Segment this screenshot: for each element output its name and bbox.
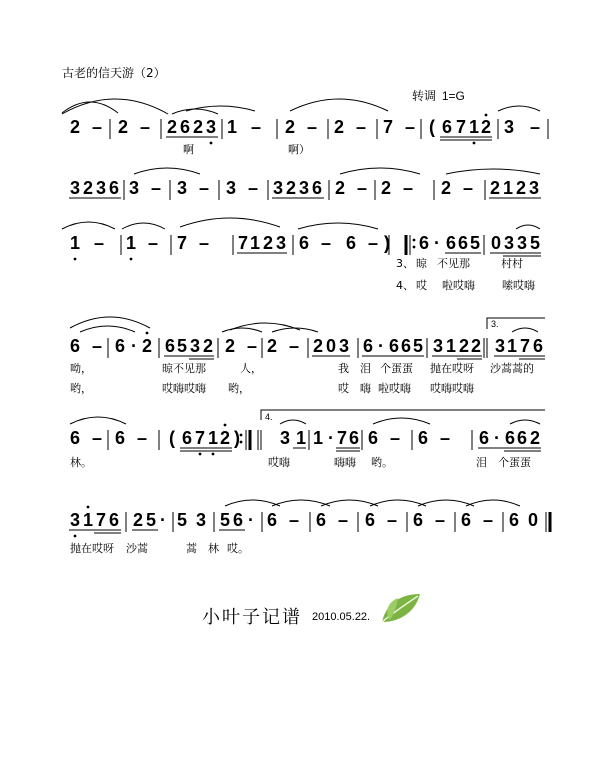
note: 5 — [176, 510, 188, 530]
slur — [512, 328, 538, 332]
note: 6 — [457, 233, 469, 253]
lyric: 林 — [208, 542, 219, 555]
lyric: 个蛋蛋 — [498, 456, 531, 469]
note: – — [91, 336, 103, 356]
note: – — [198, 178, 210, 198]
note: 3 — [225, 178, 237, 198]
lyric: 哟， — [228, 382, 250, 395]
note: 0 — [490, 233, 502, 253]
note: – — [91, 117, 103, 137]
note: – — [355, 117, 367, 137]
lyric: 泪 — [360, 362, 371, 375]
note: 2 — [334, 178, 346, 198]
note: 2 — [333, 117, 345, 137]
note: – — [367, 233, 379, 253]
octave-dot — [87, 506, 90, 509]
note: 6 — [114, 336, 126, 356]
slur — [466, 500, 520, 506]
key-change-value: 1=G — [441, 89, 465, 103]
octave-dot — [146, 332, 149, 335]
note: 2 — [284, 117, 296, 137]
volta-3-label: 3. — [491, 319, 499, 329]
note: 6 — [345, 233, 357, 253]
note: 6 — [181, 428, 193, 448]
octave-dot — [74, 258, 77, 261]
lyric: 哟。 — [371, 456, 393, 469]
note: 2 — [117, 117, 129, 137]
slur — [290, 99, 388, 111]
note: 6 — [69, 336, 81, 356]
note: ) — [384, 233, 390, 253]
lyric: 哎 — [416, 279, 427, 292]
slur — [230, 323, 300, 330]
slur — [516, 225, 540, 229]
note: 5 — [529, 233, 541, 253]
note: – — [356, 178, 368, 198]
note: 6 — [478, 428, 490, 448]
octave-dot — [240, 441, 243, 444]
note: 5 — [176, 336, 188, 356]
note: 3 — [69, 510, 81, 530]
note: 2 — [69, 117, 81, 137]
note: 2 — [489, 178, 501, 198]
note: 6 — [348, 428, 360, 448]
octave-dot — [224, 424, 227, 427]
note: 3 — [494, 336, 506, 356]
slur — [321, 500, 378, 506]
octave-dot — [240, 434, 243, 437]
lyric: 哎。 — [227, 542, 249, 555]
note: 6 — [412, 510, 424, 530]
note: 3 — [272, 178, 284, 198]
note: 5 — [469, 233, 481, 253]
lyric: 晾不见那 — [162, 362, 206, 375]
note: 1 — [502, 178, 514, 198]
note: 2 — [202, 336, 214, 356]
note: 1 — [249, 233, 261, 253]
note: 3 — [189, 336, 201, 356]
note: 6 — [311, 178, 323, 198]
octave-dot — [199, 453, 202, 456]
note: 3 — [95, 178, 107, 198]
slur — [272, 500, 330, 506]
note: 6 — [418, 233, 430, 253]
note: 6 — [417, 428, 429, 448]
note: 2 — [82, 178, 94, 198]
note: 3 — [205, 117, 217, 137]
note: 7 — [176, 233, 188, 253]
note: 5 — [412, 336, 424, 356]
credit-date: 2010.05.22. — [312, 611, 371, 623]
slur — [180, 218, 280, 227]
octave-dot — [212, 453, 215, 456]
note: – — [246, 336, 258, 356]
note: 6 — [266, 510, 278, 530]
slur — [222, 328, 262, 332]
lyric: 不见那 — [437, 257, 470, 270]
note: 3 — [298, 178, 310, 198]
note: 1 — [82, 510, 94, 530]
note: 2 — [141, 336, 153, 356]
note: 7 — [95, 510, 107, 530]
slur — [80, 326, 135, 332]
note: 6 — [504, 428, 516, 448]
slur — [280, 420, 306, 424]
note: · — [131, 336, 137, 356]
note: 3 — [503, 233, 515, 253]
note: – — [93, 233, 105, 253]
note: 6 — [388, 336, 400, 356]
lyric: 人， — [240, 362, 262, 375]
lyric: 啦哎嗨 — [442, 279, 475, 292]
note: 1 — [226, 117, 238, 137]
note: 3 — [275, 233, 287, 253]
note: 6 — [298, 233, 310, 253]
slur — [373, 418, 430, 424]
lyric: 3、 — [396, 257, 414, 270]
octave-dot — [485, 114, 488, 117]
slur — [62, 99, 168, 114]
note: – — [337, 510, 349, 530]
note: 6 — [508, 510, 520, 530]
note: – — [288, 510, 300, 530]
note: 7 — [455, 117, 467, 137]
note: 6 — [179, 117, 191, 137]
note: 0 — [527, 510, 539, 530]
note: 6 — [532, 336, 544, 356]
note: 7 — [194, 428, 206, 448]
note: 5 — [219, 510, 231, 530]
note: – — [147, 233, 159, 253]
note: ) — [234, 428, 240, 448]
note: 2 — [224, 336, 236, 356]
lyric: 哎 — [338, 382, 349, 395]
note: 1 — [312, 428, 324, 448]
note: 5 — [145, 510, 157, 530]
slur — [340, 168, 420, 174]
note: 3 — [503, 117, 515, 137]
note: 2 — [515, 178, 527, 198]
note: 3 — [195, 510, 207, 530]
lyric: 啊 — [183, 143, 194, 156]
note: – — [404, 117, 416, 137]
note: 6 — [108, 178, 120, 198]
note: · — [248, 510, 254, 530]
note: 6 — [367, 428, 379, 448]
note: – — [402, 178, 414, 198]
note: 2 — [470, 336, 482, 356]
slur — [172, 109, 218, 114]
lyric: 哎嗨哎嗨 — [162, 382, 206, 395]
note: – — [139, 117, 151, 137]
lyric: 个蛋蛋 — [380, 362, 413, 375]
note: – — [434, 510, 446, 530]
slur — [62, 222, 115, 229]
slur — [498, 106, 540, 111]
note: 6 — [315, 510, 327, 530]
note: – — [482, 510, 494, 530]
note: – — [136, 428, 148, 448]
note: 6 — [362, 336, 374, 356]
note: 0 — [325, 336, 337, 356]
note: – — [462, 178, 474, 198]
note: – — [306, 117, 318, 137]
page-title: 古老的信天游（2） — [62, 66, 166, 80]
note: – — [250, 117, 262, 137]
note: 3 — [432, 336, 444, 356]
note: 6 — [69, 428, 81, 448]
lyric: 沙蒿蒿的 — [490, 362, 534, 375]
note: – — [320, 233, 332, 253]
octave-dot — [473, 142, 476, 145]
note: 1 — [69, 233, 81, 253]
note: 6 — [516, 428, 528, 448]
note: – — [439, 428, 451, 448]
note: 6 — [114, 428, 126, 448]
octave-dot — [413, 239, 416, 242]
note: – — [198, 233, 210, 253]
lyric: 林。 — [70, 456, 92, 469]
lyric: 啦哎嗨 — [378, 382, 411, 395]
note: 2 — [262, 233, 274, 253]
note: 7 — [336, 428, 348, 448]
slur — [122, 223, 165, 229]
note: · — [160, 510, 166, 530]
note: 2 — [219, 428, 231, 448]
note: – — [247, 178, 259, 198]
volta-4-label: 4. — [265, 412, 273, 422]
note: 1 — [207, 428, 219, 448]
slur — [510, 420, 540, 424]
lyric: 啊） — [288, 143, 310, 156]
note: 7 — [519, 336, 531, 356]
lyric: 我 — [338, 362, 349, 375]
lyric: 村村 — [501, 257, 523, 270]
octave-dot — [210, 142, 213, 145]
octave-dot — [130, 258, 133, 261]
note: 6 — [232, 510, 244, 530]
note: 3 — [69, 178, 81, 198]
note: 6 — [108, 510, 120, 530]
note: 2 — [440, 178, 452, 198]
slur — [134, 168, 200, 174]
lyric: 嗨 — [360, 382, 371, 395]
note: 2 — [480, 117, 492, 137]
leaf-icon — [376, 590, 424, 626]
note: 3 — [279, 428, 291, 448]
credit-name: 小叶子记谱 — [202, 607, 302, 628]
lyric: 嗨嗨 — [334, 456, 356, 469]
note: – — [529, 117, 541, 137]
note: 6 — [445, 233, 457, 253]
note: 6 — [400, 336, 412, 356]
note: 3 — [528, 178, 540, 198]
note: – — [389, 428, 401, 448]
note: · — [378, 336, 384, 356]
note: 1 — [506, 336, 518, 356]
lyric: 抛在哎呀 — [430, 362, 474, 375]
note: 2 — [458, 336, 470, 356]
note: ( — [169, 428, 175, 448]
note: 3 — [338, 336, 350, 356]
note: 1 — [468, 117, 480, 137]
note: 2 — [192, 117, 204, 137]
note: – — [288, 336, 300, 356]
note: 2 — [132, 510, 144, 530]
lyric: 4、 — [396, 279, 414, 292]
note: 2 — [266, 336, 278, 356]
note: · — [434, 233, 440, 253]
note: 2 — [312, 336, 324, 356]
note: 2 — [529, 428, 541, 448]
lyric: 哎嗨 — [268, 456, 290, 469]
note: 2 — [166, 117, 178, 137]
slur — [70, 417, 126, 424]
note: 2 — [285, 178, 297, 198]
lyric: 呦， — [70, 362, 92, 375]
note: – — [91, 428, 103, 448]
note: 6 — [441, 117, 453, 137]
lyric: 哟， — [70, 382, 92, 395]
slur — [186, 106, 255, 111]
note: 1 — [125, 233, 137, 253]
note: 3 — [176, 178, 188, 198]
note: – — [386, 510, 398, 530]
octave-dot — [413, 246, 416, 249]
lyric: 泪 — [476, 456, 487, 469]
lyric: 哎嗨哎嗨 — [430, 382, 474, 395]
lyric: 嗦哎嗨 — [502, 279, 535, 292]
octave-dot — [74, 535, 77, 538]
slur — [62, 102, 118, 113]
slur — [298, 223, 378, 229]
note: 7 — [237, 233, 249, 253]
note: · — [328, 428, 334, 448]
key-change-label: 转调 — [412, 89, 437, 103]
note: 7 — [382, 117, 394, 137]
note: 6 — [460, 510, 472, 530]
slur — [418, 500, 474, 506]
lyric: 晾 — [416, 257, 427, 270]
lyric: 沙蒿 — [126, 542, 148, 555]
slur — [446, 169, 540, 174]
note: · — [494, 428, 500, 448]
note: 3 — [516, 233, 528, 253]
slur — [370, 500, 426, 506]
lyric: 蒿 — [186, 542, 197, 555]
note: ( — [429, 117, 435, 137]
lyric: 抛在哎呀 — [70, 542, 114, 555]
note: 1 — [445, 336, 457, 356]
note: 1 — [295, 428, 307, 448]
note: 3 — [128, 178, 140, 198]
slur — [225, 500, 280, 506]
note: 6 — [164, 336, 176, 356]
note: 2 — [380, 178, 392, 198]
note: – — [150, 178, 162, 198]
note: 6 — [364, 510, 376, 530]
